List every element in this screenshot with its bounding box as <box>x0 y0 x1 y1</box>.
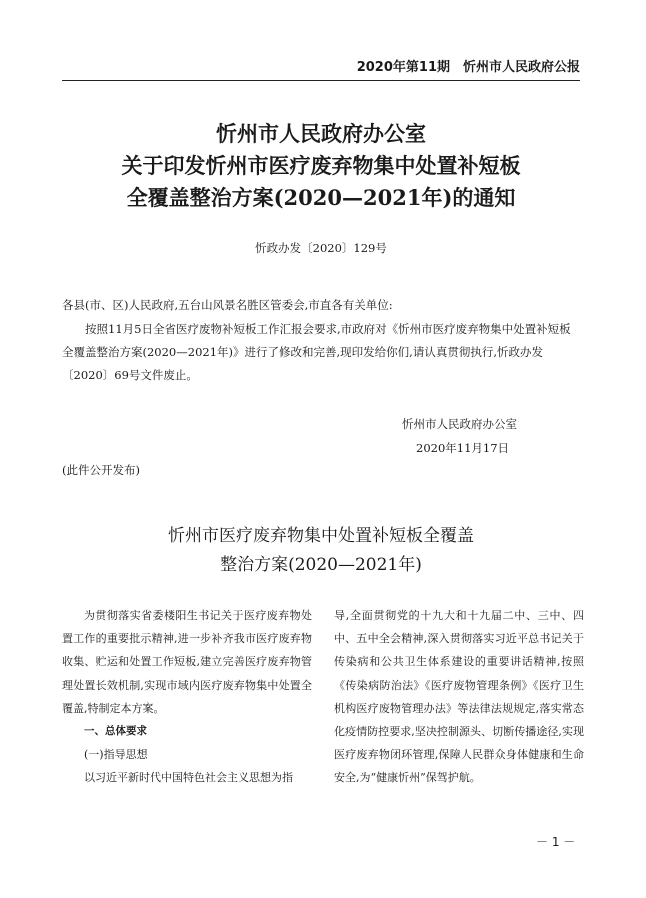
notice-paragraph: 按照11月5日全省医疗废物补短板工作汇报会要求,市政府对《忻州市医疗废弃物集中处置补短板全覆盖整治方案(2020—2021年)》进行了修改和完善,现印发给你们,请认真贯彻执行,忻政办发〔2020〕69号文件废止。 <box>62 322 571 382</box>
right-column <box>334 604 584 790</box>
addressee: 各县(市、区)人民政府,五台山风景名胜区管委会,市直各有关单位: <box>62 298 393 312</box>
guiding-ideology-start: 以习近平新时代中国特色社会主义思想为指 <box>84 771 293 785</box>
notice-title-line-1: 忻州市人民政府办公室 <box>216 121 426 146</box>
page-number: － 1 － <box>536 835 576 849</box>
subsection-heading-guiding-ideology: (一)指导思想 <box>84 748 148 762</box>
guiding-ideology-continued: 导,全面贯彻党的十九大和十九届二中、三中、四中、五中全会精神,深入贯彻落实习近平总书记关于传染病和公共卫生体系建设的重要讲话精神,按照《传染病防治法》《医疗废物管理条例》《医疗卫生机构医疗废物管理办法》等法律法规规定,落实常态化疫情防控要求,坚决控制源头、切断传播途径,实现医疗废弃物闭环管理,保障人民群众身体健康和生命安全,为“健康忻州”保驾护航。 <box>334 609 584 785</box>
plan-intro: 为贯彻落实省委楼阳生书记关于医疗废弃物处置工作的重要批示精神,进一步补齐我市医疗废弃物收集、贮运和处置工作短板,建立完善医疗废弃物管理处置长效机制,实现市域内医疗废弃物集中处置全覆盖,特制定本方案。 <box>62 609 312 715</box>
header-rule <box>62 80 580 81</box>
notice-title-line-3: 全覆盖整治方案(2020—2021年)的通知 <box>126 185 516 210</box>
signature-date: 2020年11月17日 <box>416 441 510 455</box>
publication-note: (此件公开发布) <box>62 463 140 477</box>
plan-title-line-1: 忻州市医疗废弃物集中处置补短板全覆盖 <box>168 526 474 546</box>
plan-title <box>62 522 580 580</box>
notice-title <box>62 118 580 214</box>
signature-organization: 忻州市人民政府办公室 <box>402 417 517 431</box>
notice-title-line-2: 关于印发忻州市医疗废弃物集中处置补短板 <box>121 153 521 178</box>
document-number: 忻政办发〔2020〕129号 <box>255 241 387 255</box>
left-column <box>62 604 312 790</box>
plan-title-line-2: 整治方案(2020—2021年) <box>220 555 422 575</box>
section-heading-general-requirements: 一、总体要求 <box>84 725 147 738</box>
running-header: 2020年第11期 忻州市人民政府公报 <box>356 60 580 75</box>
